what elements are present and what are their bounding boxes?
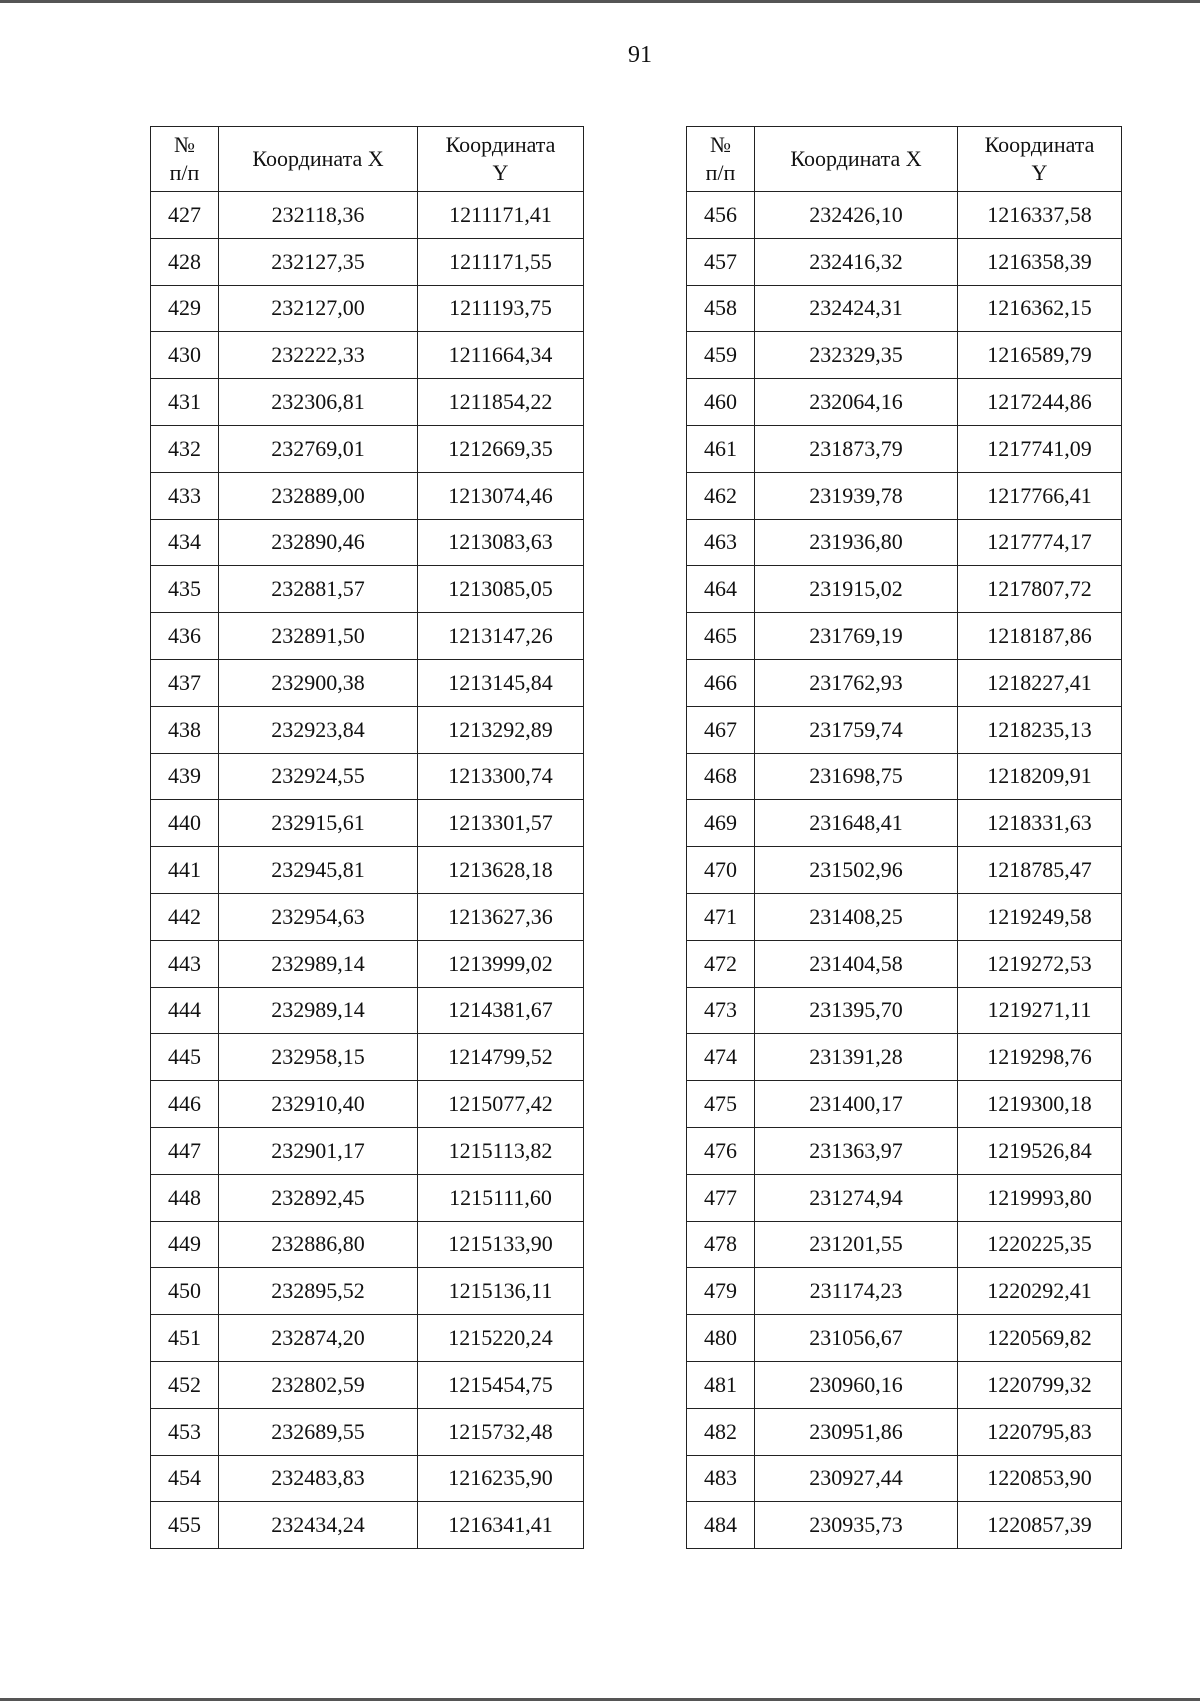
table-row — [687, 192, 1122, 239]
table-row — [151, 1502, 584, 1549]
cell-coord-x: 231648,41 — [755, 800, 958, 847]
table-row — [151, 1221, 584, 1268]
cell-coord-y: 1211664,34 — [418, 332, 584, 379]
header-number-line1: № — [710, 132, 731, 157]
cell-coord-y: 1218235,13 — [958, 706, 1122, 753]
cell-coord-y: 1213300,74 — [418, 753, 584, 800]
table-row — [687, 472, 1122, 519]
cell-coord-x: 231274,94 — [755, 1174, 958, 1221]
table-row — [151, 1408, 584, 1455]
cell-number: 456 — [687, 192, 755, 239]
cell-coord-x: 232895,52 — [219, 1268, 418, 1315]
table-row — [687, 1455, 1122, 1502]
header-coord-y-line1: Координата — [445, 132, 556, 157]
cell-number: 457 — [687, 238, 755, 285]
cell-coord-x: 230960,16 — [755, 1361, 958, 1408]
cell-number: 484 — [687, 1502, 755, 1549]
cell-number: 481 — [687, 1361, 755, 1408]
table-row — [151, 940, 584, 987]
cell-coord-y: 1212669,35 — [418, 425, 584, 472]
cell-number: 460 — [687, 379, 755, 426]
cell-coord-x: 232689,55 — [219, 1408, 418, 1455]
table-row — [151, 800, 584, 847]
cell-coord-y: 1213085,05 — [418, 566, 584, 613]
cell-coord-x: 232915,61 — [219, 800, 418, 847]
table-row — [151, 566, 584, 613]
coordinates-table-right — [686, 126, 1122, 1549]
cell-number: 466 — [687, 659, 755, 706]
cell-number: 438 — [151, 706, 219, 753]
cell-coord-y: 1220292,41 — [958, 1268, 1122, 1315]
cell-coord-x: 232769,01 — [219, 425, 418, 472]
cell-coord-x: 232889,00 — [219, 472, 418, 519]
table-row — [687, 332, 1122, 379]
table-row — [151, 1034, 584, 1081]
header-coord-y-line2: Y — [492, 160, 509, 185]
cell-coord-x: 232127,35 — [219, 238, 418, 285]
table-row — [687, 1268, 1122, 1315]
cell-coord-y: 1220795,83 — [958, 1408, 1122, 1455]
cell-number: 427 — [151, 192, 219, 239]
cell-number: 479 — [687, 1268, 755, 1315]
cell-number: 442 — [151, 893, 219, 940]
cell-coord-x: 232306,81 — [219, 379, 418, 426]
cell-coord-y: 1211171,55 — [418, 238, 584, 285]
cell-coord-y: 1220799,32 — [958, 1361, 1122, 1408]
cell-number: 472 — [687, 940, 755, 987]
cell-coord-y: 1219300,18 — [958, 1081, 1122, 1128]
cell-number: 458 — [687, 285, 755, 332]
table-row — [687, 1034, 1122, 1081]
cell-number: 473 — [687, 987, 755, 1034]
cell-coord-y: 1213628,18 — [418, 847, 584, 894]
cell-number: 431 — [151, 379, 219, 426]
table-row — [687, 753, 1122, 800]
cell-number: 476 — [687, 1127, 755, 1174]
table-row — [687, 613, 1122, 660]
header-number — [151, 127, 219, 192]
cell-number: 459 — [687, 332, 755, 379]
table-row — [687, 1221, 1122, 1268]
cell-number: 480 — [687, 1315, 755, 1362]
table-row — [151, 1127, 584, 1174]
table-row — [687, 238, 1122, 285]
cell-coord-x: 231936,80 — [755, 519, 958, 566]
header-coord-y — [958, 127, 1122, 192]
table-header-row — [151, 127, 584, 192]
cell-number: 450 — [151, 1268, 219, 1315]
table-row — [687, 800, 1122, 847]
table-row — [151, 613, 584, 660]
table-row — [151, 425, 584, 472]
cell-coord-x: 231502,96 — [755, 847, 958, 894]
cell-coord-y: 1213083,63 — [418, 519, 584, 566]
table-body-left — [151, 192, 584, 1549]
table-row — [151, 987, 584, 1034]
cell-coord-y: 1211171,41 — [418, 192, 584, 239]
cell-coord-x: 232483,83 — [219, 1455, 418, 1502]
cell-number: 447 — [151, 1127, 219, 1174]
cell-coord-y: 1216341,41 — [418, 1502, 584, 1549]
header-number-line1: № — [174, 132, 195, 157]
cell-number: 465 — [687, 613, 755, 660]
page-number: 91 — [628, 42, 652, 68]
cell-coord-x: 231056,67 — [755, 1315, 958, 1362]
table-row — [687, 706, 1122, 753]
table-row — [687, 893, 1122, 940]
cell-number: 436 — [151, 613, 219, 660]
cell-coord-x: 232886,80 — [219, 1221, 418, 1268]
cell-coord-x: 232891,50 — [219, 613, 418, 660]
cell-number: 445 — [151, 1034, 219, 1081]
cell-number: 471 — [687, 893, 755, 940]
header-coord-y — [418, 127, 584, 192]
header-number — [687, 127, 755, 192]
cell-coord-y: 1215732,48 — [418, 1408, 584, 1455]
page-edge-top — [0, 0, 1200, 3]
table-row — [151, 893, 584, 940]
header-number-line2: п/п — [169, 160, 200, 185]
table-row — [151, 285, 584, 332]
table-row — [151, 379, 584, 426]
cell-coord-x: 232958,15 — [219, 1034, 418, 1081]
header-number-line2: п/п — [705, 160, 736, 185]
cell-coord-x: 231873,79 — [755, 425, 958, 472]
cell-number: 469 — [687, 800, 755, 847]
table-row — [687, 659, 1122, 706]
table-row — [151, 1455, 584, 1502]
table-row — [151, 753, 584, 800]
cell-coord-y: 1213145,84 — [418, 659, 584, 706]
table-row — [687, 1502, 1122, 1549]
cell-coord-x: 232900,38 — [219, 659, 418, 706]
cell-coord-y: 1215113,82 — [418, 1127, 584, 1174]
cell-number: 441 — [151, 847, 219, 894]
cell-number: 454 — [151, 1455, 219, 1502]
cell-coord-y: 1218785,47 — [958, 847, 1122, 894]
cell-coord-y: 1215136,11 — [418, 1268, 584, 1315]
cell-number: 478 — [687, 1221, 755, 1268]
cell-number: 468 — [687, 753, 755, 800]
table-row — [687, 1408, 1122, 1455]
cell-coord-x: 232329,35 — [755, 332, 958, 379]
cell-coord-x: 231408,25 — [755, 893, 958, 940]
table-row — [687, 1127, 1122, 1174]
cell-number: 462 — [687, 472, 755, 519]
cell-coord-y: 1217774,17 — [958, 519, 1122, 566]
cell-coord-x: 231939,78 — [755, 472, 958, 519]
cell-number: 464 — [687, 566, 755, 613]
cell-coord-x: 232924,55 — [219, 753, 418, 800]
cell-number: 470 — [687, 847, 755, 894]
cell-number: 446 — [151, 1081, 219, 1128]
cell-coord-x: 232923,84 — [219, 706, 418, 753]
table-row — [151, 1081, 584, 1128]
table-row — [687, 1361, 1122, 1408]
cell-coord-x: 231762,93 — [755, 659, 958, 706]
cell-coord-x: 232416,32 — [755, 238, 958, 285]
cell-coord-x: 231404,58 — [755, 940, 958, 987]
cell-number: 433 — [151, 472, 219, 519]
header-coord-y-line1: Координата — [984, 132, 1095, 157]
cell-coord-y: 1220225,35 — [958, 1221, 1122, 1268]
cell-coord-y: 1216358,39 — [958, 238, 1122, 285]
header-coord-x: Координата X — [755, 127, 958, 192]
cell-coord-x: 231201,55 — [755, 1221, 958, 1268]
cell-number: 467 — [687, 706, 755, 753]
cell-number: 477 — [687, 1174, 755, 1221]
cell-number: 430 — [151, 332, 219, 379]
cell-coord-x: 231759,74 — [755, 706, 958, 753]
cell-coord-y: 1215454,75 — [418, 1361, 584, 1408]
cell-number: 461 — [687, 425, 755, 472]
cell-coord-y: 1217741,09 — [958, 425, 1122, 472]
cell-coord-y: 1211193,75 — [418, 285, 584, 332]
table-row — [151, 472, 584, 519]
cell-coord-y: 1214381,67 — [418, 987, 584, 1034]
cell-number: 449 — [151, 1221, 219, 1268]
cell-coord-y: 1219526,84 — [958, 1127, 1122, 1174]
cell-coord-y: 1213301,57 — [418, 800, 584, 847]
cell-coord-y: 1215077,42 — [418, 1081, 584, 1128]
table-row — [687, 987, 1122, 1034]
cell-coord-y: 1213999,02 — [418, 940, 584, 987]
cell-number: 435 — [151, 566, 219, 613]
coordinates-table-left — [150, 126, 584, 1549]
table-body-right — [687, 192, 1122, 1549]
cell-number: 482 — [687, 1408, 755, 1455]
cell-coord-x: 232222,33 — [219, 332, 418, 379]
table-row — [151, 1268, 584, 1315]
cell-number: 451 — [151, 1315, 219, 1362]
cell-number: 448 — [151, 1174, 219, 1221]
cell-number: 437 — [151, 659, 219, 706]
table-row — [151, 1174, 584, 1221]
cell-coord-x: 232945,81 — [219, 847, 418, 894]
table-row — [151, 332, 584, 379]
cell-number: 474 — [687, 1034, 755, 1081]
cell-number: 434 — [151, 519, 219, 566]
cell-coord-y: 1211854,22 — [418, 379, 584, 426]
cell-coord-x: 231698,75 — [755, 753, 958, 800]
table-header-row — [687, 127, 1122, 192]
cell-number: 443 — [151, 940, 219, 987]
cell-coord-y: 1216589,79 — [958, 332, 1122, 379]
cell-coord-y: 1213627,36 — [418, 893, 584, 940]
table-row — [687, 1081, 1122, 1128]
cell-coord-x: 230935,73 — [755, 1502, 958, 1549]
cell-coord-x: 232881,57 — [219, 566, 418, 613]
cell-number: 483 — [687, 1455, 755, 1502]
table-row — [687, 940, 1122, 987]
table-row — [151, 1361, 584, 1408]
cell-coord-y: 1218187,86 — [958, 613, 1122, 660]
cell-number: 475 — [687, 1081, 755, 1128]
cell-coord-x: 232989,14 — [219, 987, 418, 1034]
cell-number: 453 — [151, 1408, 219, 1455]
cell-coord-x: 232989,14 — [219, 940, 418, 987]
cell-coord-x: 232954,63 — [219, 893, 418, 940]
cell-number: 428 — [151, 238, 219, 285]
cell-number: 463 — [687, 519, 755, 566]
cell-coord-y: 1216362,15 — [958, 285, 1122, 332]
cell-coord-x: 232118,36 — [219, 192, 418, 239]
cell-coord-x: 231363,97 — [755, 1127, 958, 1174]
cell-coord-x: 232901,17 — [219, 1127, 418, 1174]
cell-number: 444 — [151, 987, 219, 1034]
cell-coord-y: 1215220,24 — [418, 1315, 584, 1362]
table-row — [687, 285, 1122, 332]
cell-coord-y: 1218331,63 — [958, 800, 1122, 847]
table-row — [151, 1315, 584, 1362]
cell-coord-x: 232127,00 — [219, 285, 418, 332]
cell-coord-y: 1213074,46 — [418, 472, 584, 519]
cell-coord-x: 231769,19 — [755, 613, 958, 660]
cell-coord-y: 1220569,82 — [958, 1315, 1122, 1362]
cell-coord-x: 231391,28 — [755, 1034, 958, 1081]
cell-number: 452 — [151, 1361, 219, 1408]
cell-coord-x: 232890,46 — [219, 519, 418, 566]
cell-coord-y: 1217807,72 — [958, 566, 1122, 613]
cell-coord-y: 1220857,39 — [958, 1502, 1122, 1549]
cell-coord-x: 232426,10 — [755, 192, 958, 239]
cell-coord-y: 1217244,86 — [958, 379, 1122, 426]
table-row — [151, 192, 584, 239]
cell-coord-y: 1213292,89 — [418, 706, 584, 753]
table-row — [151, 706, 584, 753]
cell-number: 440 — [151, 800, 219, 847]
cell-coord-y: 1216337,58 — [958, 192, 1122, 239]
cell-coord-x: 231400,17 — [755, 1081, 958, 1128]
table-row — [687, 379, 1122, 426]
cell-coord-y: 1215133,90 — [418, 1221, 584, 1268]
table-row — [687, 519, 1122, 566]
cell-coord-y: 1216235,90 — [418, 1455, 584, 1502]
cell-coord-x: 232064,16 — [755, 379, 958, 426]
cell-coord-x: 230927,44 — [755, 1455, 958, 1502]
cell-coord-y: 1219271,11 — [958, 987, 1122, 1034]
table-row — [687, 566, 1122, 613]
header-coord-x: Координата X — [219, 127, 418, 192]
cell-coord-x: 230951,86 — [755, 1408, 958, 1455]
cell-coord-y: 1219249,58 — [958, 893, 1122, 940]
cell-coord-y: 1219272,53 — [958, 940, 1122, 987]
table-row — [151, 519, 584, 566]
cell-coord-y: 1215111,60 — [418, 1174, 584, 1221]
cell-coord-y: 1218227,41 — [958, 659, 1122, 706]
cell-number: 439 — [151, 753, 219, 800]
cell-number: 455 — [151, 1502, 219, 1549]
cell-coord-x: 232424,31 — [755, 285, 958, 332]
cell-coord-x: 231915,02 — [755, 566, 958, 613]
table-row — [151, 659, 584, 706]
header-coord-y-line2: Y — [1031, 160, 1048, 185]
cell-coord-x: 232910,40 — [219, 1081, 418, 1128]
table-row — [151, 847, 584, 894]
table-row — [687, 1315, 1122, 1362]
cell-coord-x: 231174,23 — [755, 1268, 958, 1315]
cell-coord-y: 1217766,41 — [958, 472, 1122, 519]
cell-number: 432 — [151, 425, 219, 472]
table-row — [687, 425, 1122, 472]
cell-coord-x: 232434,24 — [219, 1502, 418, 1549]
cell-coord-x: 232892,45 — [219, 1174, 418, 1221]
cell-coord-y: 1219298,76 — [958, 1034, 1122, 1081]
table-row — [687, 1174, 1122, 1221]
cell-coord-x: 232802,59 — [219, 1361, 418, 1408]
cell-coord-y: 1213147,26 — [418, 613, 584, 660]
cell-coord-x: 232874,20 — [219, 1315, 418, 1362]
cell-number: 429 — [151, 285, 219, 332]
cell-coord-y: 1219993,80 — [958, 1174, 1122, 1221]
table-row — [687, 847, 1122, 894]
cell-coord-y: 1214799,52 — [418, 1034, 584, 1081]
table-row — [151, 238, 584, 285]
cell-coord-y: 1218209,91 — [958, 753, 1122, 800]
cell-coord-y: 1220853,90 — [958, 1455, 1122, 1502]
cell-coord-x: 231395,70 — [755, 987, 958, 1034]
